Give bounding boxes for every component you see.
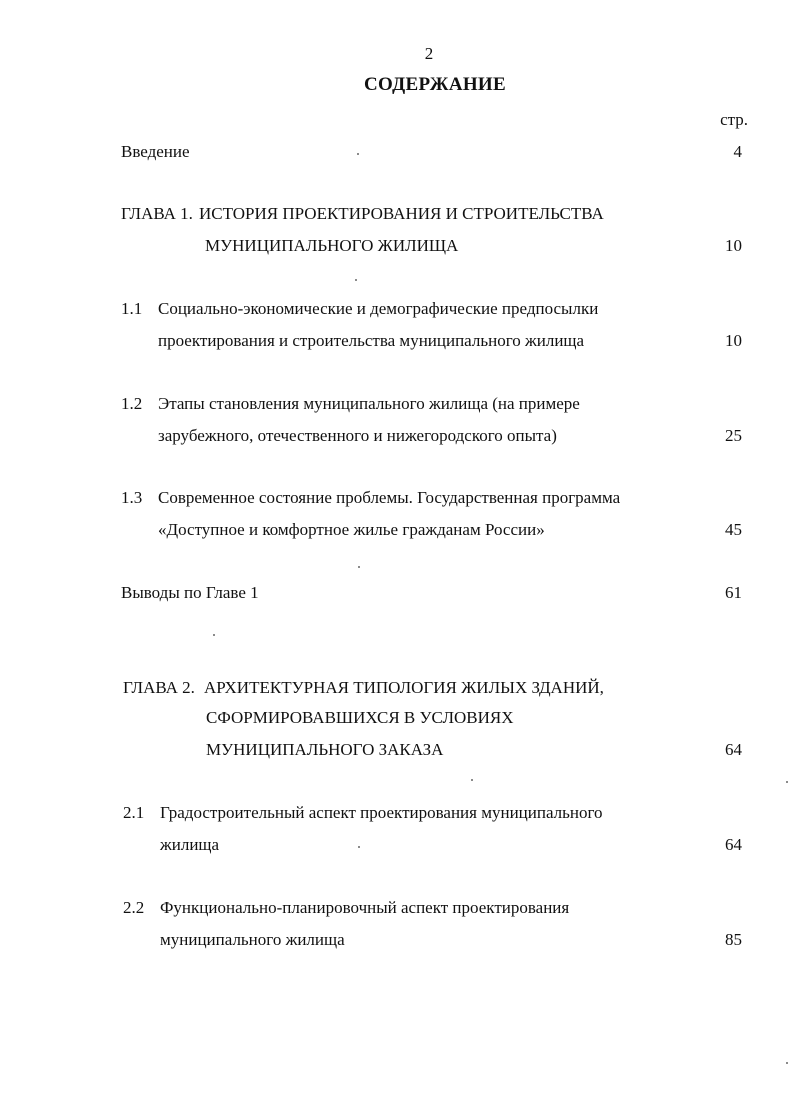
toc-page: 85 (725, 930, 742, 949)
scan-speck (358, 566, 360, 568)
scan-speck (358, 846, 360, 848)
toc-page: 4 (733, 142, 742, 161)
toc-label: 1.3 (121, 488, 143, 507)
page-title: СОДЕРЖАНИЕ (364, 74, 506, 95)
toc-label: 2.2 (123, 898, 145, 917)
toc-text-line2: проектирования и строительства муниципального жилища (158, 331, 585, 350)
scan-speck (786, 781, 788, 783)
toc-page: 64 (725, 740, 742, 759)
toc-text-line2: муниципального жилища (160, 930, 345, 949)
toc-page: 45 (725, 520, 742, 539)
toc-page: 64 (725, 835, 742, 854)
scan-speck (471, 779, 473, 781)
toc-page: 25 (725, 426, 742, 445)
toc-text-line2: МУНИЦИПАЛЬНОГО ЖИЛИЩА (205, 236, 459, 255)
toc-text-line2: жилища (160, 835, 220, 854)
toc-text-line1: Этапы становления муниципального жилища (на примере (158, 394, 580, 413)
scan-speck (786, 1062, 788, 1064)
toc-page: 10 (725, 236, 742, 255)
toc-label: ГЛАВА 1. (121, 204, 193, 223)
toc-text-line1: Функционально-планировочный аспект проектирования (160, 898, 570, 917)
toc-label: Выводы по Главе 1 (121, 583, 259, 602)
toc-page: 61 (725, 583, 742, 602)
scan-speck (213, 634, 215, 636)
toc-text-line1: Градостроительный аспект проектирования муниципального (160, 803, 603, 822)
toc-text-line2: «Доступное и комфортное жилье гражданам России» (158, 520, 545, 539)
toc-text-line3: МУНИЦИПАЛЬНОГО ЗАКАЗА (206, 740, 444, 759)
toc-text-line2: СФОРМИРОВАВШИХСЯ В УСЛОВИЯХ (206, 708, 514, 727)
toc-text-line1: ИСТОРИЯ ПРОЕКТИРОВАНИЯ И СТРОИТЕЛЬСТВА (199, 204, 604, 223)
toc-label: 2.1 (123, 803, 145, 822)
page-number: 2 (424, 44, 434, 63)
toc-label: ГЛАВА 2. (123, 678, 195, 697)
toc-label: Введение (121, 142, 190, 161)
toc-text-line1: Социально-экономические и демографические предпосылки (158, 299, 599, 318)
toc-text-line2: зарубежного, отечественного и нижегородского опыта) (158, 426, 557, 445)
toc-text-line1: АРХИТЕКТУРНАЯ ТИПОЛОГИЯ ЖИЛЫХ ЗДАНИЙ, (204, 678, 604, 697)
toc-label: 1.2 (121, 394, 143, 413)
toc-page: 10 (725, 331, 742, 350)
toc-label: 1.1 (121, 299, 143, 318)
toc-text-line1: Современное состояние проблемы. Государственная программа (158, 488, 621, 507)
scan-speck (357, 153, 359, 155)
page-column-header: стр. (720, 110, 748, 129)
scan-speck (355, 279, 357, 281)
